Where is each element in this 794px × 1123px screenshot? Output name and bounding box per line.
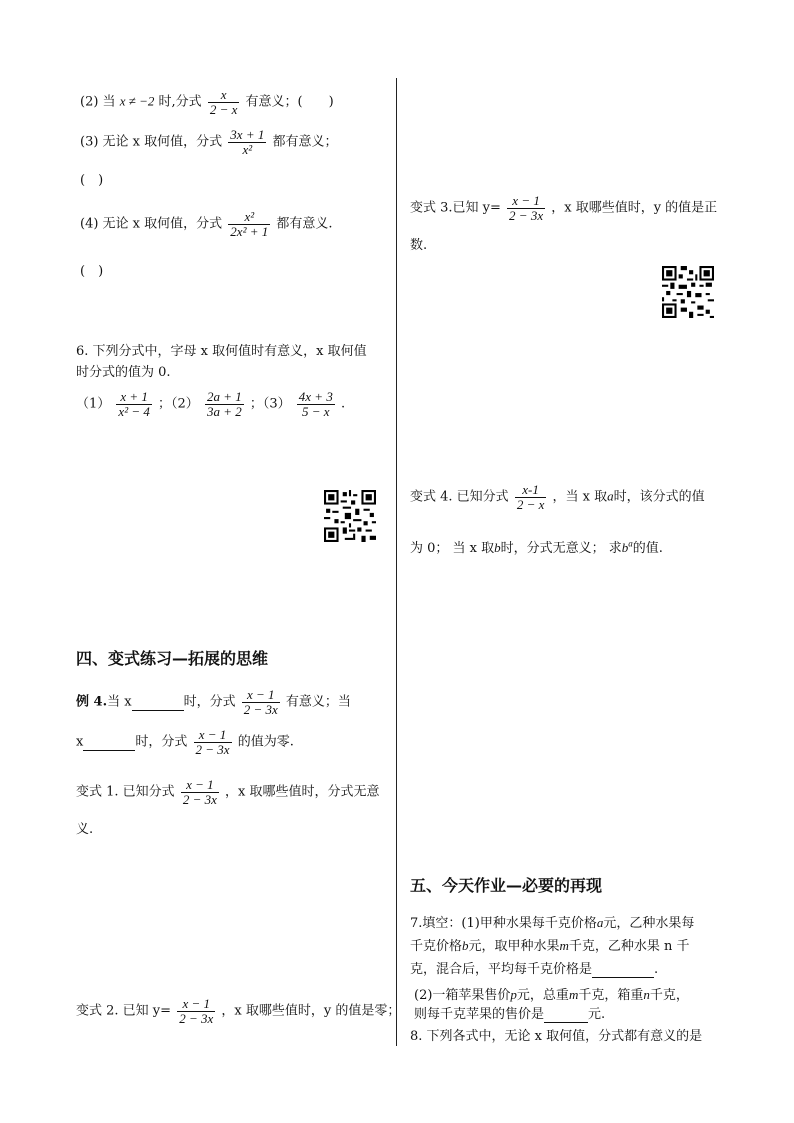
text: 有意义；当 <box>285 694 351 710</box>
column-divider <box>396 78 397 1046</box>
text: 变式 1. 已知分式 <box>76 784 175 800</box>
variant-4-line2 <box>410 537 663 556</box>
blank <box>592 962 654 978</box>
example-4-line2 <box>76 728 294 756</box>
fraction: $\frac{4x + 3}{5 - x}$ <box>298 389 333 419</box>
text: 变式 3.已知 y= <box>410 200 501 216</box>
example-4-line1 <box>76 688 351 716</box>
text: 时，分式 <box>135 734 188 750</box>
text: 变式 4. 已知分式 <box>410 489 509 505</box>
condition: x ≠ −2 <box>119 93 155 109</box>
fraction: $\frac{x + 1}{\text{x² − 4}}$ <box>118 389 150 419</box>
text: 千克， <box>649 988 689 1003</box>
question-8: 8. 下列各式中，无论 x 取何值，分式都有意义的是 <box>410 1029 703 1044</box>
blank <box>83 735 135 751</box>
variant-3-line2: 数. <box>410 238 428 253</box>
text: 7.填空：(1)甲种水果每千克价格 <box>410 916 597 931</box>
question-7-part2 <box>414 984 689 1003</box>
text: 时，分式无意义； 求 <box>500 541 622 556</box>
label: 例 4. <box>76 694 108 710</box>
variable: b <box>494 540 501 555</box>
text: x <box>76 734 84 750</box>
text: ，x 取哪些值时，分式无意 <box>225 784 380 800</box>
blank <box>544 1007 588 1023</box>
question-7-part2-line2 <box>414 1003 605 1023</box>
text: 为 0； 当 x 取 <box>410 541 495 556</box>
question-6-fractions <box>76 390 345 418</box>
text: 的值. <box>632 541 663 556</box>
answer-paren: ( ) <box>80 173 104 188</box>
text: 都有意义. <box>276 216 333 232</box>
variable: m <box>559 938 569 953</box>
fraction: $\frac{\text{x²}}{\text{2x² + 1}}$ <box>230 209 269 239</box>
fraction: $\frac{x - 1}{2 - 3x}$ <box>243 687 278 717</box>
variable: b <box>621 540 629 555</box>
text: ，x 取哪些值时，y 的值是零； <box>221 1003 401 1019</box>
text: (2) 当 <box>80 94 116 110</box>
question-7-line3 <box>410 958 658 978</box>
blank <box>132 695 184 711</box>
fraction: $\frac{x-1}{2 - x}$ <box>516 482 545 512</box>
text: 则每千克苹果的售价是 <box>414 1007 545 1022</box>
text: 元，取甲种水果 <box>468 939 560 954</box>
variant-2 <box>76 997 400 1025</box>
question-7-line1 <box>410 912 694 931</box>
text: 元，总重 <box>516 988 569 1003</box>
question-3 <box>80 128 338 156</box>
answer-paren: ( ) <box>80 264 104 279</box>
fraction: $\frac{x}{2 - x}$ <box>209 87 238 117</box>
text: 元. <box>588 1007 606 1022</box>
text: 千克，乙种水果 n 千 <box>568 939 690 954</box>
text: 时，分式 <box>183 694 236 710</box>
text: . <box>654 962 659 977</box>
fraction: $\frac{2a + 1}{3a + 2}$ <box>206 389 242 419</box>
qr-code-icon <box>662 266 714 318</box>
question-2 <box>80 88 334 116</box>
variable: m <box>568 987 579 1002</box>
text: 变式 2. 已知 y= <box>76 1003 172 1019</box>
question-6-line1: 6. 下列分式中，字母 x 取何值时有意义，x 取何值 <box>76 344 367 359</box>
fraction: $\frac{3x + 1}{\text{x²}}$ <box>230 127 265 157</box>
section-heading-4: 四、变式练习—拓展的思维 <box>76 649 269 668</box>
variant-3 <box>410 194 717 222</box>
label: ；（3） <box>249 396 291 412</box>
variant-1-line2: 义. <box>76 822 94 837</box>
text: (2)一箱苹果售价 <box>414 988 511 1003</box>
label: ；（2） <box>158 396 199 412</box>
variable: a <box>596 915 604 930</box>
variable: p <box>510 987 517 1002</box>
text: 都有意义； <box>272 134 338 150</box>
text: 千克价格 <box>410 939 463 954</box>
text: 的值为零. <box>237 734 294 750</box>
question-4 <box>80 210 333 238</box>
fraction: $\frac{x - 1}{2 - 3x}$ <box>195 727 230 757</box>
variant-4 <box>410 483 705 511</box>
question-7-line2 <box>410 935 690 954</box>
fraction: $\frac{x - 1}{2 - 3x}$ <box>182 777 217 807</box>
variant-1 <box>76 778 379 806</box>
label: （1） <box>76 396 111 412</box>
variable: a <box>607 488 614 504</box>
label: . <box>340 396 346 412</box>
text: 当 x <box>107 694 132 710</box>
question-6-line2: 时分式的值为 0. <box>76 365 171 380</box>
text: 克，混合后，平均每千克价格是 <box>410 962 593 977</box>
text: 时,分式 <box>158 94 202 110</box>
text: ，当 x 取 <box>552 489 608 505</box>
variable: b <box>462 938 469 953</box>
text: 有意义；( ) <box>245 94 334 110</box>
text: 时，该分式的值 <box>613 489 705 505</box>
qr-code-icon <box>324 490 376 542</box>
section-heading-5: 五、今天作业—必要的再现 <box>410 876 603 895</box>
text: ，x 取哪些值时，y 的值是正 <box>551 200 718 216</box>
text: (4) 无论 x 取何值，分式 <box>80 216 223 232</box>
text: (3) 无论 x 取何值，分式 <box>80 134 223 150</box>
text: 千克，箱重 <box>578 988 644 1003</box>
fraction: $\frac{x - 1}{2 - 3x}$ <box>509 193 544 223</box>
variable: n <box>643 987 650 1002</box>
text: 元，乙种水果每 <box>603 916 695 931</box>
exponent: a <box>628 538 633 549</box>
fraction: $\frac{x - 1}{2 - 3x}$ <box>179 996 214 1026</box>
